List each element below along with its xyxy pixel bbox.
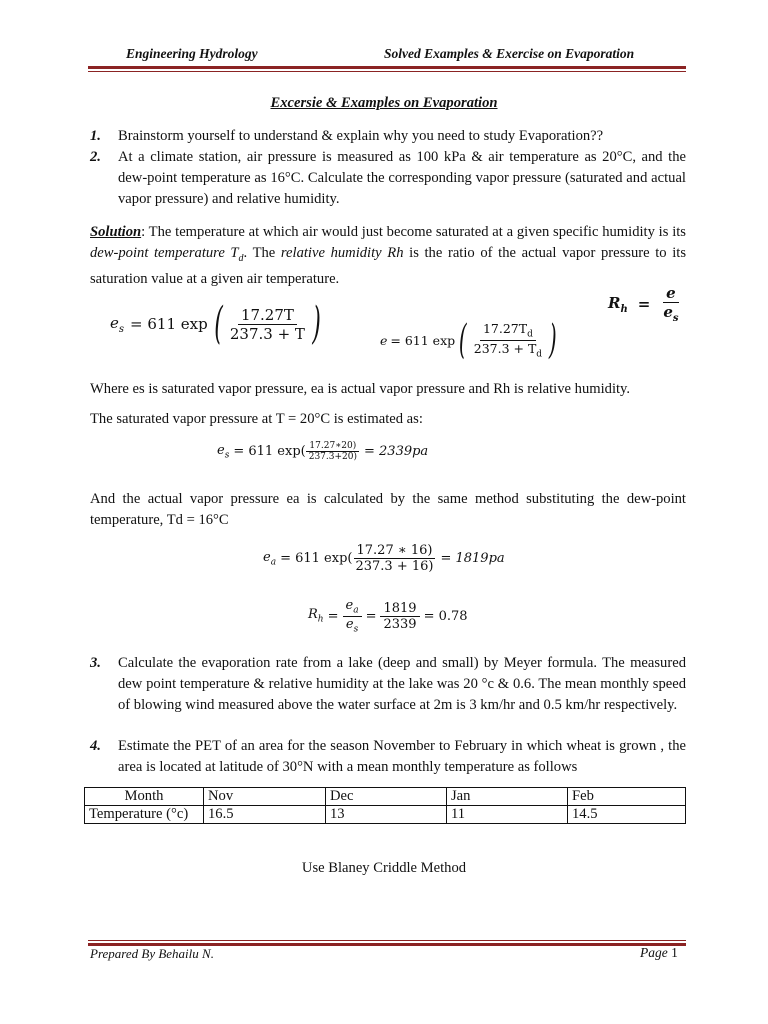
- solution-paragraph: Solution: The temperature at which air would just become saturated at a given specific humidity is its dew-point temperature $T_d$. The relative humidity Rh is the ratio of the actual vapor pressure to its saturation value at a given air temperature.: [90, 224, 686, 287]
- list-item: [90, 653, 686, 713]
- item-number: 1.: [90, 128, 101, 144]
- temperature-table: [84, 787, 686, 824]
- table-row: [85, 788, 686, 806]
- footer-author: Prepared By Behailu N.: [90, 946, 214, 961]
- method-note: Use Blaney Criddle Method: [301, 860, 467, 876]
- item-text: Estimate the PET of an area for the season November to February in which wheat is grown , the area is located at latitude of 30°N with a mean monthly temperature as follows: [118, 738, 686, 775]
- solution-label: Solution: [90, 224, 142, 240]
- list-item: [90, 147, 686, 207]
- item-text: Calculate the evaporation rate from a lake (deep and small) by Meyer formula. The measured dew point temperature & relative humidity at the lake was 20 °c & 0.6. The mean monthly speed of blowing wind measured above the water surface at 2m is 3 km/hr and 0.5 km/hr respectively.: [118, 655, 686, 713]
- saturated-intro: The saturated vapor pressure at T = 20°C is estimated as:: [90, 411, 423, 427]
- table-cell: Temperature (°c): [85, 806, 204, 824]
- page-number: 1: [671, 945, 678, 960]
- footer-rule-thin: [88, 940, 686, 941]
- dew-point-term: dew-point temperature $T_d$: [90, 245, 244, 264]
- relative-humidity-term: relative humidity Rh: [280, 245, 404, 261]
- equation-es: $e_s$ = 611 exp( $\frac{17.27∗20)}{237.3+20)}$ = 2339pa: [217, 441, 429, 462]
- table-cell: Feb: [568, 788, 686, 806]
- item-text: Brainstorm yourself to understand & explain why you need to study Evaporation??: [118, 128, 604, 144]
- header-rule: [88, 66, 686, 69]
- page-title: Excersie & Examples on Evaporation: [270, 95, 498, 111]
- table-cell: Dec: [326, 788, 447, 806]
- formula-e: e = 611 exp ( $\frac{17.27T_d}{237.3 + T_d}$ ): [380, 317, 557, 363]
- item-text: At a climate station, air pressure is measured as 100 kPa & air temperature as 20°C, and the dew-point temperature as 16°C. Calculate the corresponding vapor pressure (saturated and actual vapor pressure) and relative humidity.: [118, 149, 686, 207]
- table-cell: 14.5: [568, 806, 686, 824]
- actual-intro: And the actual vapor pressure ea is calculated by the same method substituting the dew-point temperature, Td = 16°C: [90, 491, 686, 528]
- list-item: [90, 126, 686, 147]
- table-cell: Month: [85, 788, 204, 806]
- item-number: 4.: [90, 738, 101, 754]
- header-rule-thin: [88, 71, 686, 72]
- table-cell: 16.5: [204, 806, 326, 824]
- table-cell: Nov: [204, 788, 326, 806]
- header-right: Solved Examples & Exercise on Evaporation: [384, 46, 635, 61]
- equation-rh: $R_h$ = $\frac{e_a}{e_s}$ = $\frac{1819}{2339}$ = 0.78: [308, 598, 468, 635]
- table-cell: 13: [326, 806, 447, 824]
- list-item: [90, 736, 686, 775]
- definitions-text: Where es is saturated vapor pressure, ea is actual vapor pressure and Rh is relative humidity.: [90, 381, 631, 397]
- formula-rh: $R_h$ = $\frac{e}{e_s}$: [608, 284, 679, 324]
- item-number: 3.: [90, 655, 101, 671]
- table-cell: 11: [447, 806, 568, 824]
- equation-ea: $e_a$ = 611 exp( $\frac{17.27 ∗ 16)}{237.3 + 16)}$ = 1819pa: [263, 543, 505, 574]
- formula-es: $e_s$ = 611 exp ( $\frac{17.27T}{237.3 + T}$ ): [110, 298, 321, 349]
- table-cell: Jan: [447, 788, 568, 806]
- item-number: 2.: [90, 149, 101, 165]
- header-left: Engineering Hydrology: [126, 46, 258, 61]
- table-row: [85, 806, 686, 824]
- footer-page: Page 1: [640, 945, 678, 960]
